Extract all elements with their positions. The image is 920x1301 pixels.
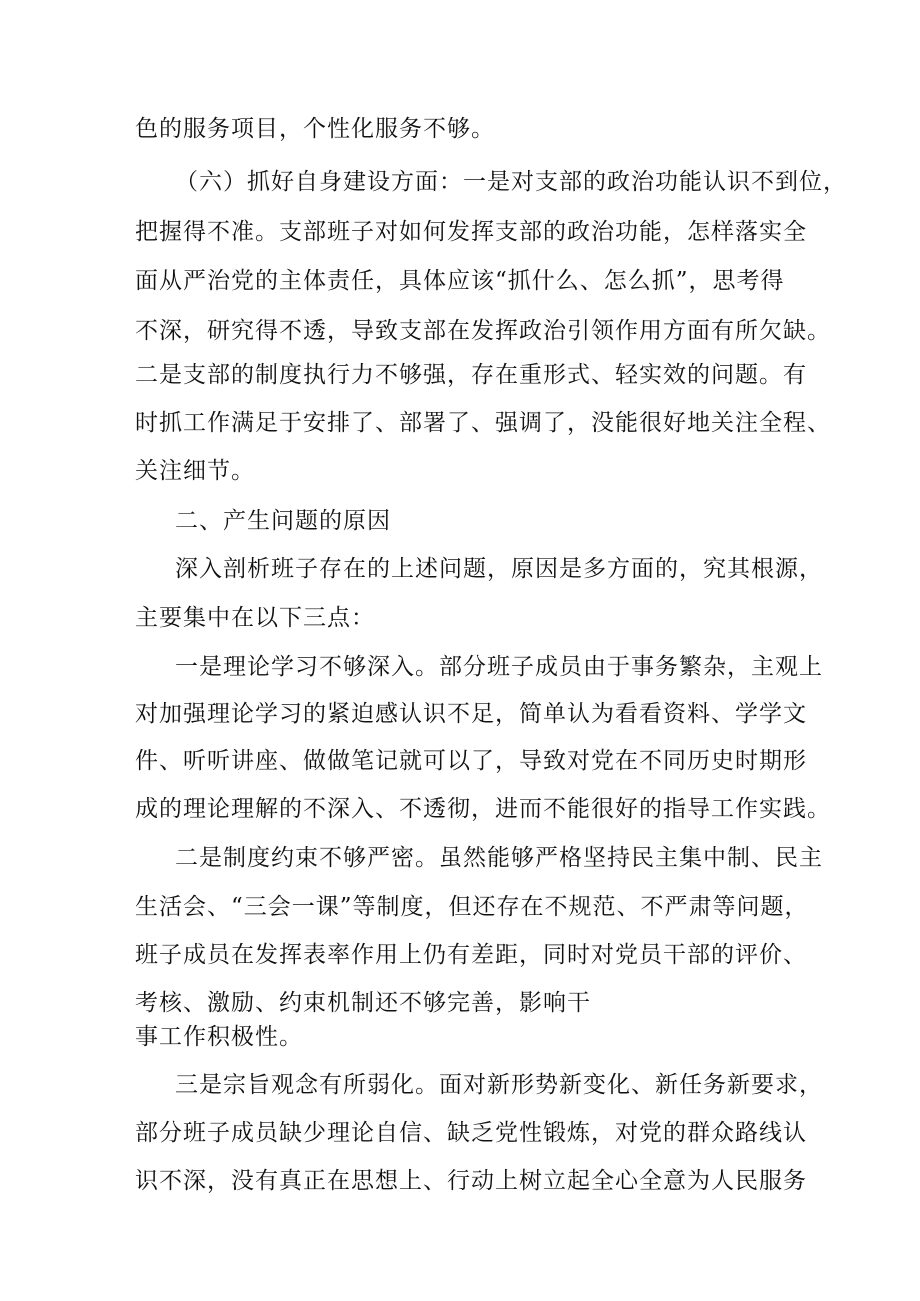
text-line: 班子成员在发挥表率作用上仍有差距，同时对党员干部的评价、	[135, 942, 807, 968]
text-line: （六）抓好自身建设方面：一是对支部的政治功能认识不到位，	[175, 169, 847, 195]
text-line: 对加强理论学习的紧迫感认识不足，简单认为看看资料、学学文	[135, 701, 807, 727]
text-line: 生活会、“三会一课”等制度，但还存在不规范、不严肃等问题，	[135, 894, 809, 920]
text-line: 考核、激励、约束机制还不够完善，影响干	[135, 990, 591, 1016]
section-heading: 二、产生问题的原因	[175, 508, 391, 534]
text-line: 事工作积极性。	[135, 1024, 303, 1050]
text-line: 二是制度约束不够严密。虽然能够严格坚持民主集中制、民主	[175, 845, 823, 871]
text-line: 时抓工作满足于安排了、部署了、强调了，没能很好地关注全程、	[135, 410, 831, 436]
text-line: 部分班子成员缺少理论自信、缺乏党性锻炼，对党的群众路线认	[135, 1120, 807, 1146]
text-line: 识不深，没有真正在思想上、行动上树立起全心全意为人民服务	[135, 1168, 807, 1194]
text-line: 一是理论学习不够深入。部分班子成员由于事务繁杂，主观上	[175, 654, 823, 680]
text-line: 关注细节。	[135, 458, 255, 484]
text-line: 三是宗旨观念有所弱化。面对新形势新变化、新任务新要求，	[175, 1072, 823, 1098]
text-line: 成的理论理解的不深入、不透彻，进而不能很好的指导工作实践。	[135, 796, 831, 822]
text-line: 深入剖析班子存在的上述问题，原因是多方面的，究其根源，	[175, 556, 823, 582]
text-line: 把握得不准。支部班子对如何发挥支部的政治功能，怎样落实全	[135, 219, 807, 245]
text-line: 色的服务项目，个性化服务不够。	[135, 116, 495, 142]
text-line: 件、听听讲座、做做笔记就可以了，导致对党在不同历史时期形	[135, 748, 807, 774]
text-line: 面从严治党的主体责任，具体应该“抓什么、怎么抓”，思考得	[135, 268, 785, 294]
text-line: 二是支部的制度执行力不够强，存在重形式、轻实效的问题。有	[135, 362, 807, 388]
text-line: 不深，研究得不透，导致支部在发挥政治引领作用方面有所欠缺。	[135, 318, 831, 344]
text-line: 主要集中在以下三点：	[135, 605, 375, 631]
